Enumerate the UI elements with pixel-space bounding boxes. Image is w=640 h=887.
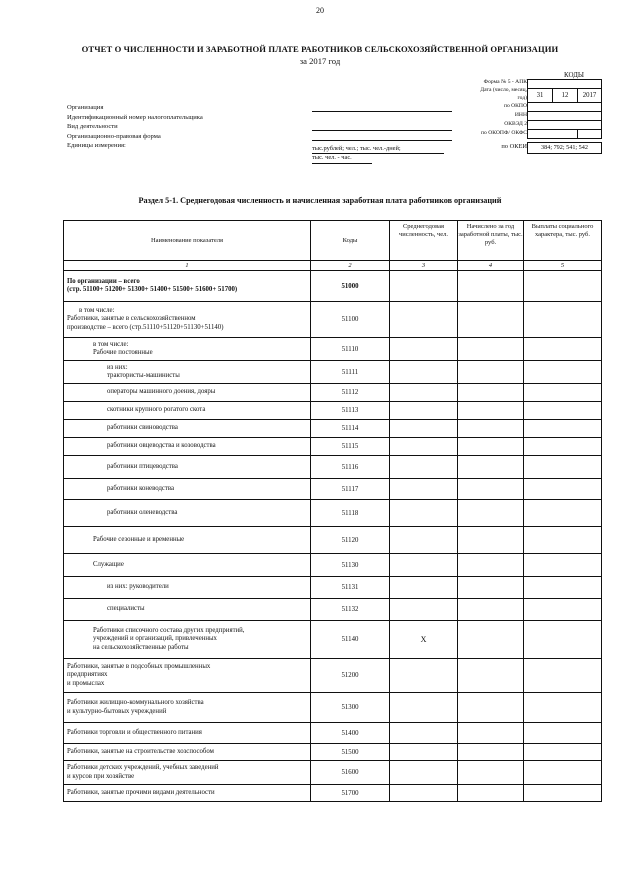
row-name-line: на сельскохозяйственные работы bbox=[93, 643, 189, 651]
row-name-line: и курсов при хозяйстве bbox=[67, 772, 135, 780]
organization-label: Организация bbox=[67, 104, 104, 111]
row-name bbox=[64, 761, 311, 785]
cell-social[interactable] bbox=[524, 599, 602, 621]
row-name bbox=[64, 785, 311, 802]
table-row bbox=[64, 761, 602, 785]
row-name-line: работники птицеводства bbox=[107, 462, 178, 470]
table-row bbox=[64, 302, 602, 338]
row-name-line: предприятиях bbox=[67, 671, 108, 679]
row-name-line: из них: руководители bbox=[107, 583, 169, 591]
column-number: 2 bbox=[311, 261, 390, 271]
row-name-line: Работники, занятые в сельскохозяйственном bbox=[67, 315, 196, 323]
row-name-line: Рабочие постоянные bbox=[93, 349, 153, 356]
table-row bbox=[64, 456, 602, 479]
date-label-2: год) bbox=[517, 95, 527, 101]
table-row bbox=[64, 621, 602, 659]
report-title: ОТЧЕТ О ЧИСЛЕННОСТИ И ЗАРАБОТНОЙ ПЛАТЕ РАБОТНИКОВ СЕЛЬСКОХОЗЯЙСТВЕННОЙ ОРГАНИЗАЦИИ bbox=[81, 44, 559, 54]
row-code: 51100 bbox=[311, 302, 390, 338]
date-day-cell: 31 bbox=[527, 88, 553, 103]
table-row bbox=[64, 420, 602, 438]
row-name-line: (стр. 51100+ 51200+ 51300+ 51400+ 51500+ 51600+ 51700) bbox=[67, 286, 238, 293]
row-name bbox=[64, 744, 311, 761]
cell-avg-headcount[interactable] bbox=[390, 693, 458, 723]
cell-salary[interactable] bbox=[458, 420, 524, 438]
cell-salary[interactable] bbox=[458, 723, 524, 744]
row-name-line: работники овцеводства и козоводства bbox=[107, 442, 216, 450]
row-name-line: трактористы-машинисты bbox=[107, 372, 180, 379]
cell-salary[interactable] bbox=[458, 527, 524, 554]
cell-salary[interactable] bbox=[458, 361, 524, 384]
row-name-line: в том числе: bbox=[93, 340, 129, 348]
row-name-line: и промыслах bbox=[67, 679, 105, 687]
cell-salary[interactable] bbox=[458, 693, 524, 723]
row-name-line: операторы машинного доения, дояры bbox=[107, 388, 216, 396]
row-name bbox=[64, 621, 311, 659]
table-row bbox=[64, 384, 602, 402]
row-code: 51132 bbox=[311, 599, 390, 621]
cell-social[interactable] bbox=[524, 361, 602, 384]
header-social: Выплаты социального характера, тыс. руб. bbox=[524, 221, 602, 261]
row-code: 51118 bbox=[311, 500, 390, 527]
cell-salary[interactable] bbox=[458, 302, 524, 338]
row-name bbox=[64, 554, 311, 577]
cell-salary[interactable] bbox=[458, 554, 524, 577]
cell-avg-headcount[interactable] bbox=[390, 500, 458, 527]
cell-avg-headcount[interactable] bbox=[390, 527, 458, 554]
cell-avg-headcount[interactable] bbox=[390, 338, 458, 361]
cell-avg-headcount[interactable] bbox=[390, 402, 458, 420]
row-name-line: скотники крупного рогатого скота bbox=[107, 406, 206, 414]
units-underline-1 bbox=[312, 153, 444, 154]
row-name-line: Рабочие сезонные и временные bbox=[93, 535, 185, 543]
cell-salary[interactable] bbox=[458, 785, 524, 802]
legal-form-label: Организационно-правовая форма bbox=[67, 132, 161, 140]
cell-social[interactable] bbox=[524, 456, 602, 479]
row-name-line: Работники, занятые на строительстве хозспособом bbox=[67, 747, 214, 755]
cell-social[interactable] bbox=[524, 302, 602, 338]
column-number: 4 bbox=[458, 261, 524, 271]
table-row bbox=[64, 338, 602, 361]
row-name-line: работники свиноводства bbox=[107, 424, 178, 432]
row-code: 51112 bbox=[311, 384, 390, 402]
row-name-line: работники коневодства bbox=[107, 484, 175, 492]
cell-social[interactable] bbox=[524, 420, 602, 438]
cell-avg-headcount[interactable] bbox=[390, 761, 458, 785]
row-name-line: Работники, занятые в подсобных промышленных bbox=[67, 662, 211, 670]
cell-salary[interactable] bbox=[458, 456, 524, 479]
cell-social[interactable] bbox=[524, 785, 602, 802]
cell-salary[interactable] bbox=[458, 577, 524, 599]
organization-line bbox=[312, 111, 452, 112]
table-row bbox=[64, 438, 602, 456]
row-name-line: из них: bbox=[107, 363, 128, 371]
row-name bbox=[64, 527, 311, 554]
cell-salary[interactable] bbox=[458, 659, 524, 693]
header-code: Коды bbox=[311, 221, 390, 261]
table-row bbox=[64, 659, 602, 693]
cell-avg-headcount[interactable] bbox=[390, 723, 458, 744]
row-name-line: Служащие bbox=[93, 560, 124, 568]
row-name bbox=[64, 384, 311, 402]
table-row bbox=[64, 577, 602, 599]
cell-social[interactable] bbox=[524, 621, 602, 659]
cell-avg-headcount[interactable] bbox=[390, 577, 458, 599]
row-name-line: учреждений и организаций, привлеченных bbox=[93, 635, 217, 643]
row-name bbox=[64, 361, 311, 384]
header-avg: Среднегодовая численность, чел. bbox=[390, 221, 458, 261]
row-name bbox=[64, 338, 311, 361]
cell-avg-headcount[interactable] bbox=[390, 744, 458, 761]
cell-avg-headcount[interactable] bbox=[390, 554, 458, 577]
row-name bbox=[64, 599, 311, 621]
cell-social[interactable] bbox=[524, 500, 602, 527]
cell-salary[interactable] bbox=[458, 271, 524, 302]
cell-social[interactable] bbox=[524, 744, 602, 761]
okopf-label: по ОКОПФ/ ОКФС bbox=[481, 130, 527, 136]
okei-cell: 384; 792; 541; 542 bbox=[527, 142, 602, 154]
column-numbers-row bbox=[64, 261, 602, 271]
row-code: 51400 bbox=[311, 723, 390, 744]
column-number: 3 bbox=[390, 261, 458, 271]
row-name-line: Работники детских учреждений, учебных заведений bbox=[67, 764, 219, 772]
table-row bbox=[64, 744, 602, 761]
okved-label: ОКВЭД 2 bbox=[504, 121, 527, 127]
table-body bbox=[64, 271, 602, 802]
cell-avg-headcount[interactable] bbox=[390, 599, 458, 621]
table-row bbox=[64, 693, 602, 723]
cell-social[interactable] bbox=[524, 723, 602, 744]
table-row bbox=[64, 599, 602, 621]
cell-salary[interactable] bbox=[458, 402, 524, 420]
cell-avg-headcount[interactable] bbox=[390, 456, 458, 479]
activity-line bbox=[312, 130, 452, 131]
cell-salary[interactable] bbox=[458, 438, 524, 456]
cell-salary[interactable] bbox=[458, 479, 524, 500]
cell-avg-headcount[interactable] bbox=[390, 479, 458, 500]
cell-salary[interactable] bbox=[458, 500, 524, 527]
row-name-line: Работники торговли и общественного питания bbox=[67, 728, 202, 736]
cell-avg-headcount[interactable] bbox=[390, 785, 458, 802]
date-year-cell: 2017 bbox=[577, 88, 602, 103]
okopf-cell bbox=[527, 129, 578, 139]
cell-salary[interactable] bbox=[458, 338, 524, 361]
table-header-row bbox=[64, 221, 602, 261]
row-name bbox=[64, 438, 311, 456]
row-code: 51120 bbox=[311, 527, 390, 554]
row-name bbox=[64, 302, 311, 338]
row-code: 51110 bbox=[311, 338, 390, 361]
codes-heading: КОДЫ bbox=[563, 71, 585, 79]
cell-avg-headcount[interactable]: Х bbox=[390, 621, 458, 659]
cell-social[interactable] bbox=[524, 338, 602, 361]
staff-salary-table bbox=[63, 220, 602, 802]
cell-social[interactable] bbox=[524, 271, 602, 302]
row-code: 51113 bbox=[311, 402, 390, 420]
okfs-cell bbox=[577, 129, 602, 139]
row-name bbox=[64, 479, 311, 500]
okpo-label: по ОКПО bbox=[503, 103, 527, 109]
units-underline-2 bbox=[312, 163, 372, 164]
page-number: 20 bbox=[316, 6, 324, 15]
header-name: Наименование показателя bbox=[64, 221, 311, 261]
legal-form-line bbox=[312, 140, 452, 141]
cell-social[interactable] bbox=[524, 384, 602, 402]
row-name bbox=[64, 500, 311, 527]
row-name-line: Работники списочного состава других предприятий, bbox=[93, 626, 245, 634]
table-row bbox=[64, 723, 602, 744]
org-field-labels bbox=[67, 103, 203, 151]
row-code: 51115 bbox=[311, 438, 390, 456]
row-code: 51117 bbox=[311, 479, 390, 500]
okei-label: по ОКЕИ bbox=[501, 143, 527, 150]
row-name-line: и культурно-бытовых учреждений bbox=[67, 707, 167, 715]
cell-salary[interactable] bbox=[458, 621, 524, 659]
row-name bbox=[64, 271, 311, 302]
cell-social[interactable] bbox=[524, 438, 602, 456]
row-name-line: Работники, занятые прочими видами деятельности bbox=[67, 788, 215, 796]
row-code: 51700 bbox=[311, 785, 390, 802]
row-code: 51116 bbox=[311, 456, 390, 479]
table-row bbox=[64, 527, 602, 554]
row-name bbox=[64, 723, 311, 744]
table-row bbox=[64, 361, 602, 384]
cell-social[interactable] bbox=[524, 761, 602, 785]
cell-social[interactable] bbox=[524, 659, 602, 693]
table-row bbox=[64, 554, 602, 577]
section-title: Раздел 5-1. Среднегодовая численность и начисленная заработная плата работников организаций bbox=[138, 196, 502, 205]
row-name-line: По организации – всего bbox=[67, 277, 140, 285]
cell-salary[interactable] bbox=[458, 384, 524, 402]
row-name-line: Работники жилищно-коммунального хозяйства bbox=[67, 699, 204, 707]
cell-avg-headcount[interactable] bbox=[390, 361, 458, 384]
cell-social[interactable] bbox=[524, 554, 602, 577]
row-code: 51140 bbox=[311, 621, 390, 659]
row-name bbox=[64, 402, 311, 420]
row-name bbox=[64, 420, 311, 438]
units-line-2: тыс. чел. - час. bbox=[312, 154, 352, 161]
row-code: 51600 bbox=[311, 761, 390, 785]
table-row bbox=[64, 402, 602, 420]
row-name bbox=[64, 693, 311, 723]
row-name-line: в том числе: bbox=[79, 306, 115, 314]
row-name-line: работники оленеводства bbox=[107, 508, 178, 516]
units-line-1: тыс.рублей; чел.; тыс. чел.-дней; bbox=[312, 145, 401, 152]
row-name-line: производстве – всего (стр.51110+51120+51130+51140) bbox=[67, 323, 224, 331]
row-code: 51200 bbox=[311, 659, 390, 693]
date-label-1: Дата (число, месяц, bbox=[480, 87, 527, 93]
header-salary: Начислено за год заработной платы, тыс. руб. bbox=[458, 221, 524, 261]
date-month-cell: 12 bbox=[552, 88, 578, 103]
cell-salary[interactable] bbox=[458, 599, 524, 621]
cell-social[interactable] bbox=[524, 693, 602, 723]
row-name bbox=[64, 577, 311, 599]
units-label: Единицы измерения: bbox=[67, 142, 126, 150]
row-code: 51130 bbox=[311, 554, 390, 577]
cell-avg-headcount[interactable] bbox=[390, 302, 458, 338]
report-year: за 2017 год bbox=[299, 56, 341, 66]
cell-social[interactable] bbox=[524, 479, 602, 500]
column-number: 5 bbox=[524, 261, 602, 271]
row-name-line: специалисты bbox=[107, 605, 145, 613]
table-row bbox=[64, 500, 602, 527]
inn-code-label: ИНН bbox=[514, 112, 527, 118]
row-name bbox=[64, 456, 311, 479]
cell-avg-headcount[interactable] bbox=[390, 384, 458, 402]
row-code: 51114 bbox=[311, 420, 390, 438]
row-code: 51000 bbox=[311, 271, 390, 302]
cell-avg-headcount[interactable] bbox=[390, 271, 458, 302]
row-code: 51500 bbox=[311, 744, 390, 761]
cell-salary[interactable] bbox=[458, 761, 524, 785]
cell-avg-headcount[interactable] bbox=[390, 659, 458, 693]
row-name bbox=[64, 659, 311, 693]
cell-social[interactable] bbox=[524, 402, 602, 420]
cell-salary[interactable] bbox=[458, 744, 524, 761]
column-number: 1 bbox=[64, 261, 311, 271]
table-row bbox=[64, 479, 602, 500]
cell-avg-headcount[interactable] bbox=[390, 438, 458, 456]
cell-avg-headcount[interactable] bbox=[390, 420, 458, 438]
row-code: 51131 bbox=[311, 577, 390, 599]
activity-label: Вид деятельности bbox=[67, 123, 118, 131]
cell-social[interactable] bbox=[524, 527, 602, 554]
inn-label: Идентификационный номер налогоплательщика bbox=[67, 113, 203, 121]
table-row bbox=[64, 271, 602, 302]
cell-social[interactable] bbox=[524, 577, 602, 599]
table-row bbox=[64, 785, 602, 802]
row-code: 51111 bbox=[311, 361, 390, 384]
form-label: Форма № 5 - АПК bbox=[483, 79, 527, 85]
row-code: 51300 bbox=[311, 693, 390, 723]
